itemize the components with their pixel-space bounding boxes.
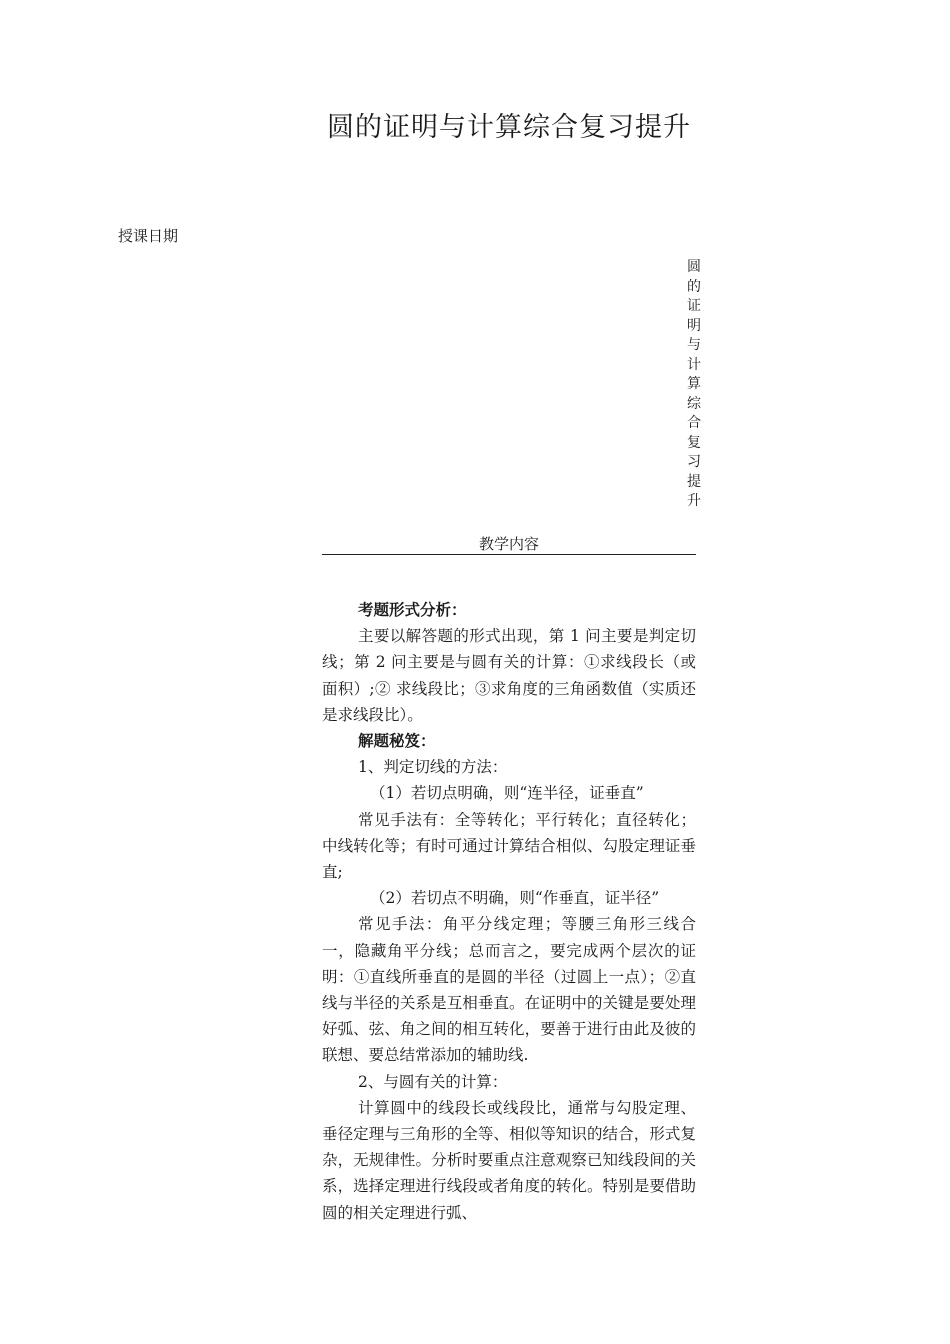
- vertical-title-char: 升: [687, 493, 701, 509]
- paragraph-exam-format: 主要以解答题的形式出现，第 1 问主要是判定切线；第 2 问主要是与圆有关的计算：①求线段长（或面积）;② 求线段比；③求角度的三角函数值（实质还是求线段比）。: [322, 627, 696, 724]
- vertical-title-char: 习: [687, 454, 701, 470]
- vertical-title-char: 算: [687, 376, 701, 392]
- sub-item-clear-point: （1）若切点明确，则“连半径，证垂直”: [370, 784, 644, 803]
- heading-exam-format: 考题形式分析：: [358, 600, 467, 619]
- paragraph-calculation: 计算圆中的线段长或线段比，通常与勾股定理、垂径定理与三角形的全等、相似等知识的结合，形式复杂，无规律性。分析时要重点注意观察已知线段间的关系，选择定理进行线段或者角度的转化。特别是要借助圆的相关定理进行弧、: [322, 1098, 696, 1222]
- document-body: [322, 597, 696, 1226]
- page-title: 圆的证明与计算综合复习提升: [327, 112, 691, 143]
- paragraph-common-methods-2: 常见手法：角平分线定理；等腰三角形三线合一，隐藏角平分线；总而言之，要完成两个层次的证明：①直线所垂直的是圆的半径（过圆上一点）；②直线与半径的关系是互相垂直。在证明中的关键是要处理好弧、弦、角之间的相互转化，要善于进行由此及彼的联想、要总结常添加的辅助线.: [322, 915, 696, 1065]
- vertical-title-char: 合: [687, 415, 701, 431]
- date-label: 授课日期: [118, 227, 179, 245]
- vertical-title-char: 计: [687, 356, 701, 373]
- vertical-title-char: 的: [687, 278, 701, 295]
- vertical-title-char: 与: [687, 337, 701, 353]
- heading-solving-tips: 解题秘笈：: [358, 731, 436, 751]
- vertical-title-char: 证: [687, 298, 701, 314]
- vertical-title-char: 明: [687, 317, 701, 334]
- vertical-title-char: 复: [687, 434, 701, 451]
- list-item-circle-calculation: 2、与圆有关的计算：: [358, 1072, 508, 1091]
- vertical-title: [684, 258, 704, 512]
- vertical-title-char: 圆: [687, 259, 701, 275]
- sub-item-unclear-point: （2）若切点不明确，则“作垂直，证半径”: [370, 889, 660, 908]
- list-item-tangent-methods: 1、判定切线的方法：: [358, 758, 508, 777]
- paragraph-common-methods: 常见手法有：全等转化；平行转化；直径转化；中线转化等；有时可通过计算结合相似、勾股定理证垂直;: [322, 810, 696, 882]
- vertical-title-char: 综: [687, 395, 701, 412]
- section-header: 教学内容: [322, 534, 696, 555]
- vertical-title-char: 提: [687, 473, 701, 490]
